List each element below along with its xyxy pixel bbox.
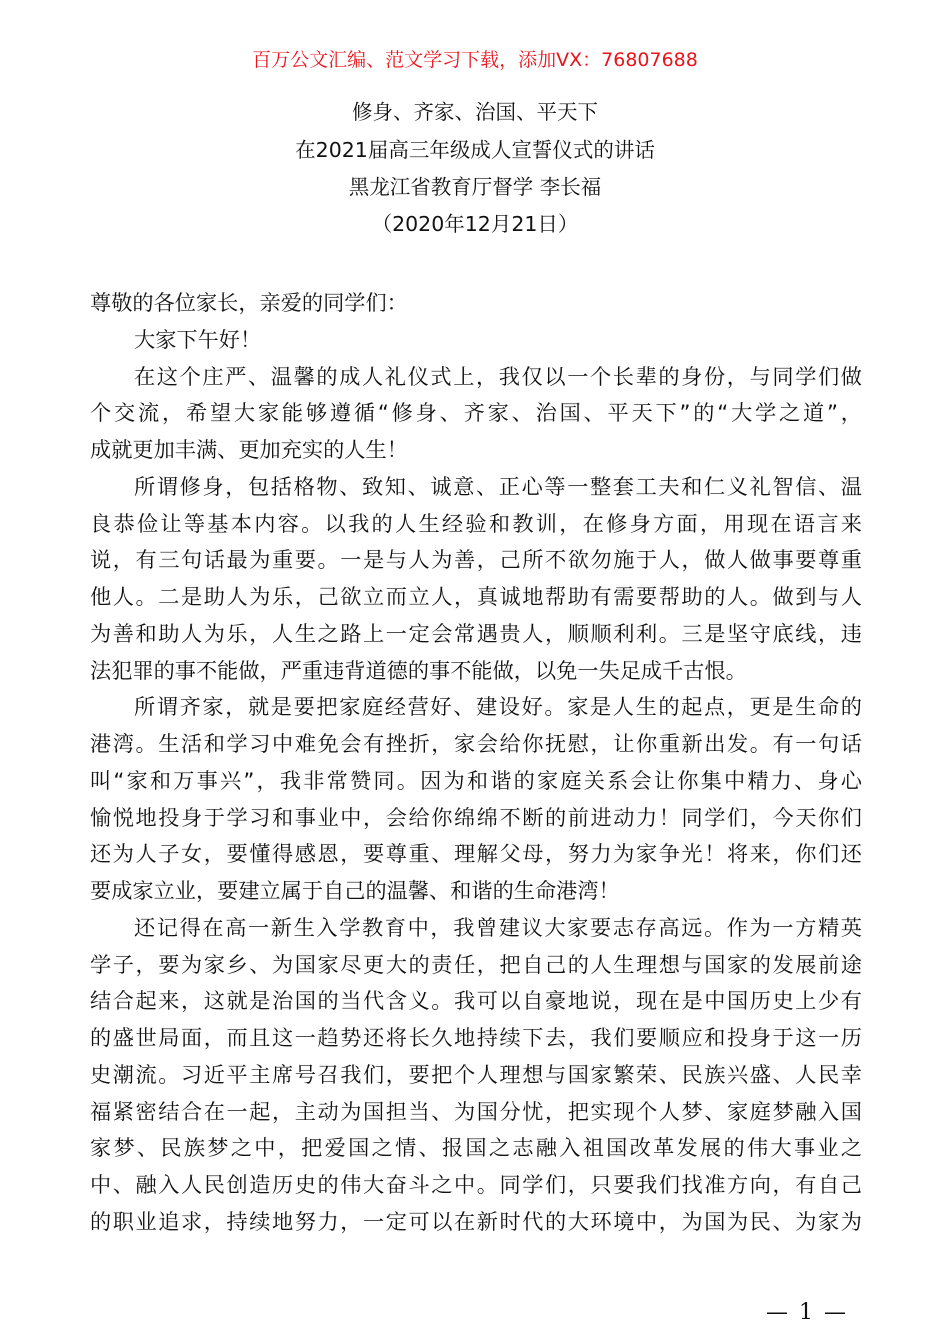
speech-title: 修身、齐家、治国、平天下: [352, 100, 598, 124]
text-line: 中、融入人民创造历史的伟大奋斗之中。同学们，只要我们找准方向，有自己: [90, 1172, 862, 1197]
text-line: 为善和助人为乐，人生之路上一定会常遇贵人，顺顺利利。三是坚守底线，违: [90, 620, 862, 646]
text-line: 史潮流。习近平主席号召我们，要把个人理想与国家繁荣、民族兴盛、人民幸: [90, 1061, 862, 1087]
text-line: 港湾。生活和学习中难免会有挫折，家会给你抚慰，让你重新出发。有一句话: [90, 731, 862, 756]
salutation-line: 尊敬的各位家长，亲爱的同学们：: [90, 290, 408, 315]
text-line: 的职业追求，持续地努力，一定可以在新时代的大环境中，为国为民、为家为: [90, 1208, 862, 1234]
text-line: 他人。二是助人为乐，己欲立而立人，真诚地帮助有需要帮助的人。做到与人: [90, 584, 862, 609]
text-line: 法犯罪的事不能做，严重违背道德的事不能做，以免一失足成千古恨。: [90, 657, 747, 683]
text-line: 个交流，希望大家能够遵循“修身、齐家、治国、平天下”的“大学之道”，: [90, 400, 862, 426]
greeting-line: 大家下午好！: [134, 326, 262, 352]
text-line: 在这个庄严、温馨的成人礼仪式上，我仅以一个长辈的身份，与同学们做: [134, 363, 862, 389]
speech-body: [90, 285, 862, 1241]
text-line: 家梦、民族梦之中，把爱国之情、报国之志融入祖国改革发展的伟大事业之: [90, 1135, 862, 1161]
page-number: — 1 —: [766, 1300, 848, 1325]
text-line: 还为人子女，要懂得感恩，要尊重、理解父母，努力为家争光！将来，你们还: [90, 841, 862, 867]
speech-subtitle: 在2021届高三年级成人宣誓仪式的讲话: [295, 138, 655, 162]
text-line: 所谓齐家，就是要把家庭经营好、建设好。家是人生的起点，更是生命的: [134, 694, 862, 720]
text-line: 要成家立业，要建立属于自己的温馨、和谐的生命港湾！: [90, 878, 620, 903]
text-line: 学子，要为家乡、为国家尽更大的责任，把自己的人生理想与国家的发展前途: [90, 951, 862, 977]
text-line: 的盛世局面，而且这一趋势还将长久地持续下去，我们要顺应和投身于这一历: [90, 1025, 862, 1050]
watermark-text: 百万公文汇编、范文学习下载，添加VX：76807688: [252, 49, 698, 71]
text-line: 福紧密结合在一起，主动为国担当、为国分忧，把实现个人梦、家庭梦融入国: [90, 1098, 862, 1124]
speaker-line: 黑龙江省教育厅督学 李长福: [348, 175, 602, 199]
text-line: 还记得在高一新生入学教育中，我曾建议大家要志存高远。作为一方精英: [134, 914, 862, 940]
text-line: 愉悦地投身于学习和事业中，会给你绵绵不断的前进动力！同学们，今天你们: [90, 804, 862, 830]
text-line: 叫“家和万事兴”，我非常赞同。因为和谐的家庭关系会让你集中精力、身心: [90, 767, 862, 793]
text-line: 所谓修身，包括格物、致知、诚意、正心等一整套工夫和仁义礼智信、温: [134, 473, 862, 499]
text-line: 说，有三句话最为重要。一是与人为善，己所不欲勿施于人，做人做事要尊重: [90, 547, 862, 573]
text-line: 良恭俭让等基本内容。以我的人生经验和教训，在修身方面，用现在语言来: [90, 510, 862, 536]
speech-date: （2020年12月21日）: [371, 212, 579, 236]
text-line: 成就更加丰满、更加充实的人生！: [90, 437, 408, 462]
text-line: 结合起来，这就是治国的当代含义。我可以自豪地说，现在是中国历史上少有: [90, 988, 862, 1014]
